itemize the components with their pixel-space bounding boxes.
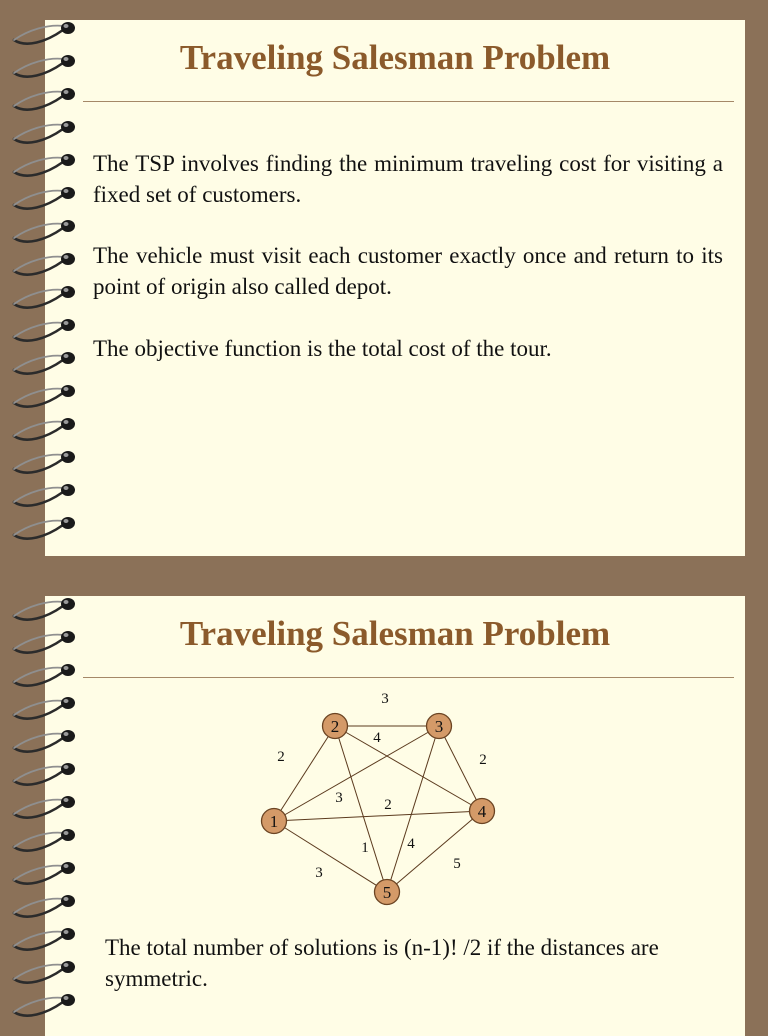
spiral-ring-icon — [8, 660, 78, 688]
tsp-graph — [45, 596, 745, 926]
graph-edge-1-2 — [274, 726, 335, 821]
spiral-ring-icon — [8, 627, 78, 655]
graph-edge-2-5 — [335, 726, 387, 892]
spiral-ring-icon — [8, 282, 78, 310]
graph-node-2 — [323, 714, 348, 739]
spiral-ring-icon — [8, 513, 78, 541]
spiral-ring-icon — [8, 924, 78, 952]
spiral-ring-icon — [8, 792, 78, 820]
graph-node-4 — [470, 799, 495, 824]
edge-weight-label: 3 — [315, 865, 323, 881]
spiral-ring-icon — [8, 84, 78, 112]
title-divider — [83, 101, 734, 102]
spiral-ring-icon — [8, 150, 78, 178]
spiral-ring-icon — [8, 414, 78, 442]
edge-weight-label: 2 — [479, 752, 487, 768]
slide-2 — [45, 596, 745, 1036]
node-label: 3 — [434, 717, 444, 736]
spiral-ring-icon — [8, 594, 78, 622]
graph-node-5 — [375, 880, 400, 905]
spiral-ring-icon — [8, 51, 78, 79]
graph-edge-4-5 — [387, 811, 482, 892]
graph-node-3 — [427, 714, 452, 739]
spiral-ring-icon — [8, 18, 78, 46]
spiral-ring-icon — [8, 891, 78, 919]
spiral-ring-icon — [8, 315, 78, 343]
spiral-ring-icon — [8, 249, 78, 277]
edge-weight-label: 4 — [407, 836, 415, 852]
slide-1 — [45, 20, 745, 556]
graph-edge-1-4 — [274, 811, 482, 821]
edge-weight-label: 2 — [384, 797, 392, 813]
graph-edge-1-5 — [274, 821, 387, 892]
node-label: 1 — [269, 812, 279, 831]
edge-weight-label: 2 — [277, 749, 285, 765]
spiral-ring-icon — [8, 117, 78, 145]
slide-title: Traveling Salesman Problem — [179, 614, 611, 653]
spiral-ring-icon — [8, 447, 78, 475]
node-label: 2 — [330, 717, 340, 736]
node-label: 5 — [382, 883, 392, 902]
slide-paragraph: The objective function is the total cost of the tour. — [93, 336, 552, 361]
spiral-ring-icon — [8, 957, 78, 985]
spiral-ring-icon — [8, 990, 78, 1018]
spiral-ring-icon — [8, 183, 78, 211]
spiral-ring-icon — [8, 825, 78, 853]
edge-weight-label: 3 — [335, 790, 343, 806]
edge-weight-label: 4 — [373, 730, 381, 746]
spiral-ring-icon — [8, 381, 78, 409]
edge-weight-label: 5 — [453, 856, 461, 872]
slide-title: Traveling Salesman Problem — [179, 38, 611, 77]
edge-weight-label: 3 — [381, 691, 389, 707]
slide-paragraph: The total number of solutions is (n-1)! /2 if the distances are symmetric. — [105, 935, 659, 991]
spiral-ring-icon — [8, 858, 78, 886]
slide-paragraph: The TSP involves finding the minimum traveling cost for visiting a fixed set of customers. — [93, 151, 723, 207]
spiral-ring-icon — [8, 216, 78, 244]
spiral-ring-icon — [8, 726, 78, 754]
spiral-ring-icon — [8, 693, 78, 721]
node-label: 4 — [477, 802, 487, 821]
graph-node-1 — [262, 809, 287, 834]
edge-weight-label: 1 — [361, 840, 369, 856]
spiral-ring-icon — [8, 759, 78, 787]
spiral-ring-icon — [8, 348, 78, 376]
spiral-ring-icon — [8, 480, 78, 508]
slide-paragraph: The vehicle must visit each customer exactly once and return to its point of origin also called depot. — [93, 243, 723, 299]
graph-edge-1-3 — [274, 726, 439, 821]
